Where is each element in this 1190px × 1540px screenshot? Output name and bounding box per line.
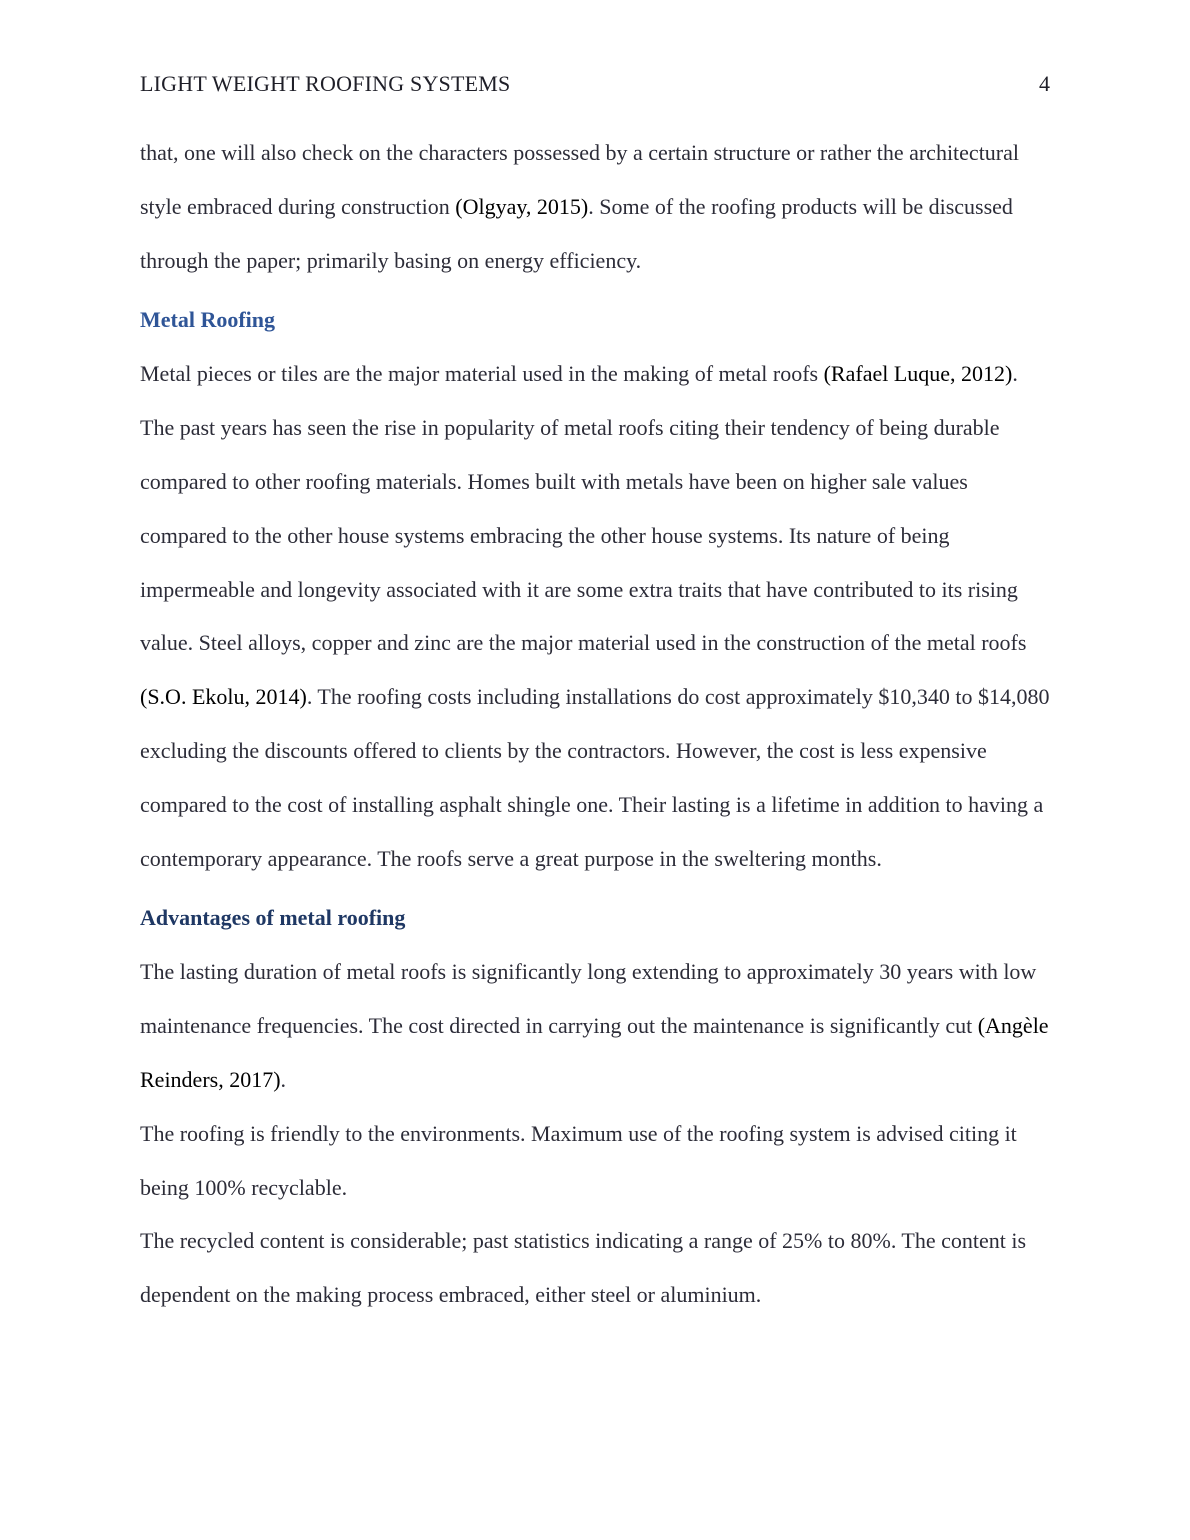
intro-paragraph	[140, 126, 1055, 287]
advantages-paragraph-3: The recycled content is considerable; past statistics indicating a range of 25% to 80%. The content is dependent on the making process embraced, either steel or aluminium.	[140, 1228, 1027, 1308]
document-body	[140, 126, 1055, 1322]
metal-text-2: . The past years has seen the rise in popularity of metal roofs citing their tendency of being durable compared to other roofing materials. Homes built with metals have been on higher sale values compared to the other house systems embracing the other house systems. Its nature of being impermeable and longevity associated with it are some extra traits that have contributed to its rising value. Steel alloys, copper and zinc are the major material used in the construction of the metal roofs	[140, 361, 1027, 656]
citation-ekolu: (S.O. Ekolu, 2014)	[140, 684, 307, 710]
page-number: 4	[1039, 71, 1050, 96]
citation-olgyay: (Olgyay, 2015)	[455, 193, 589, 219]
advantages-paragraph-2: The roofing is friendly to the environments. Maximum use of the roofing system is advised citing it being 100% recyclable.	[140, 1120, 1017, 1200]
running-title: LIGHT WEIGHT ROOFING SYSTEMS	[140, 71, 511, 96]
intro-text-1: that, one will also check on the characters possessed by a certain structure or rather the architectural style embraced during construction	[140, 140, 1020, 219]
adv-p1-text: The lasting duration of metal roofs is significantly long extending to approximately 30 years with low maintenance frequencies. The cost directed in carrying out the maintenance is significantly cut	[140, 959, 1037, 1039]
metal-text-1: Metal pieces or tiles are the major material used in the making of metal roofs	[140, 361, 824, 387]
adv-p1-end: .	[280, 1066, 287, 1092]
metal-text-3: . The roofing costs including installations do cost approximately $10,340 to $14,080 excluding the discounts offered to clients by the contractors. However, the cost is less expensive compared to the cost of installing asphalt shingle one. Their lasting is a lifetime in addition to having a contemporary appearance. The roofs serve a great purpose in the sweltering months.	[140, 684, 1050, 871]
metal-roofing-paragraph	[140, 347, 1055, 885]
advantages-paragraph-1	[140, 945, 1055, 1106]
heading-advantages: Advantages of metal roofing	[140, 905, 406, 931]
citation-reinders: (Angèle Reinders, 2017)	[140, 1013, 1049, 1092]
citation-luque: (Rafael Luque, 2012)	[823, 361, 1013, 387]
intro-text-2: . Some of the roofing products will be discussed through the paper; primarily basing on energy efficiency.	[140, 193, 1013, 273]
heading-metal-roofing: Metal Roofing	[140, 307, 276, 333]
